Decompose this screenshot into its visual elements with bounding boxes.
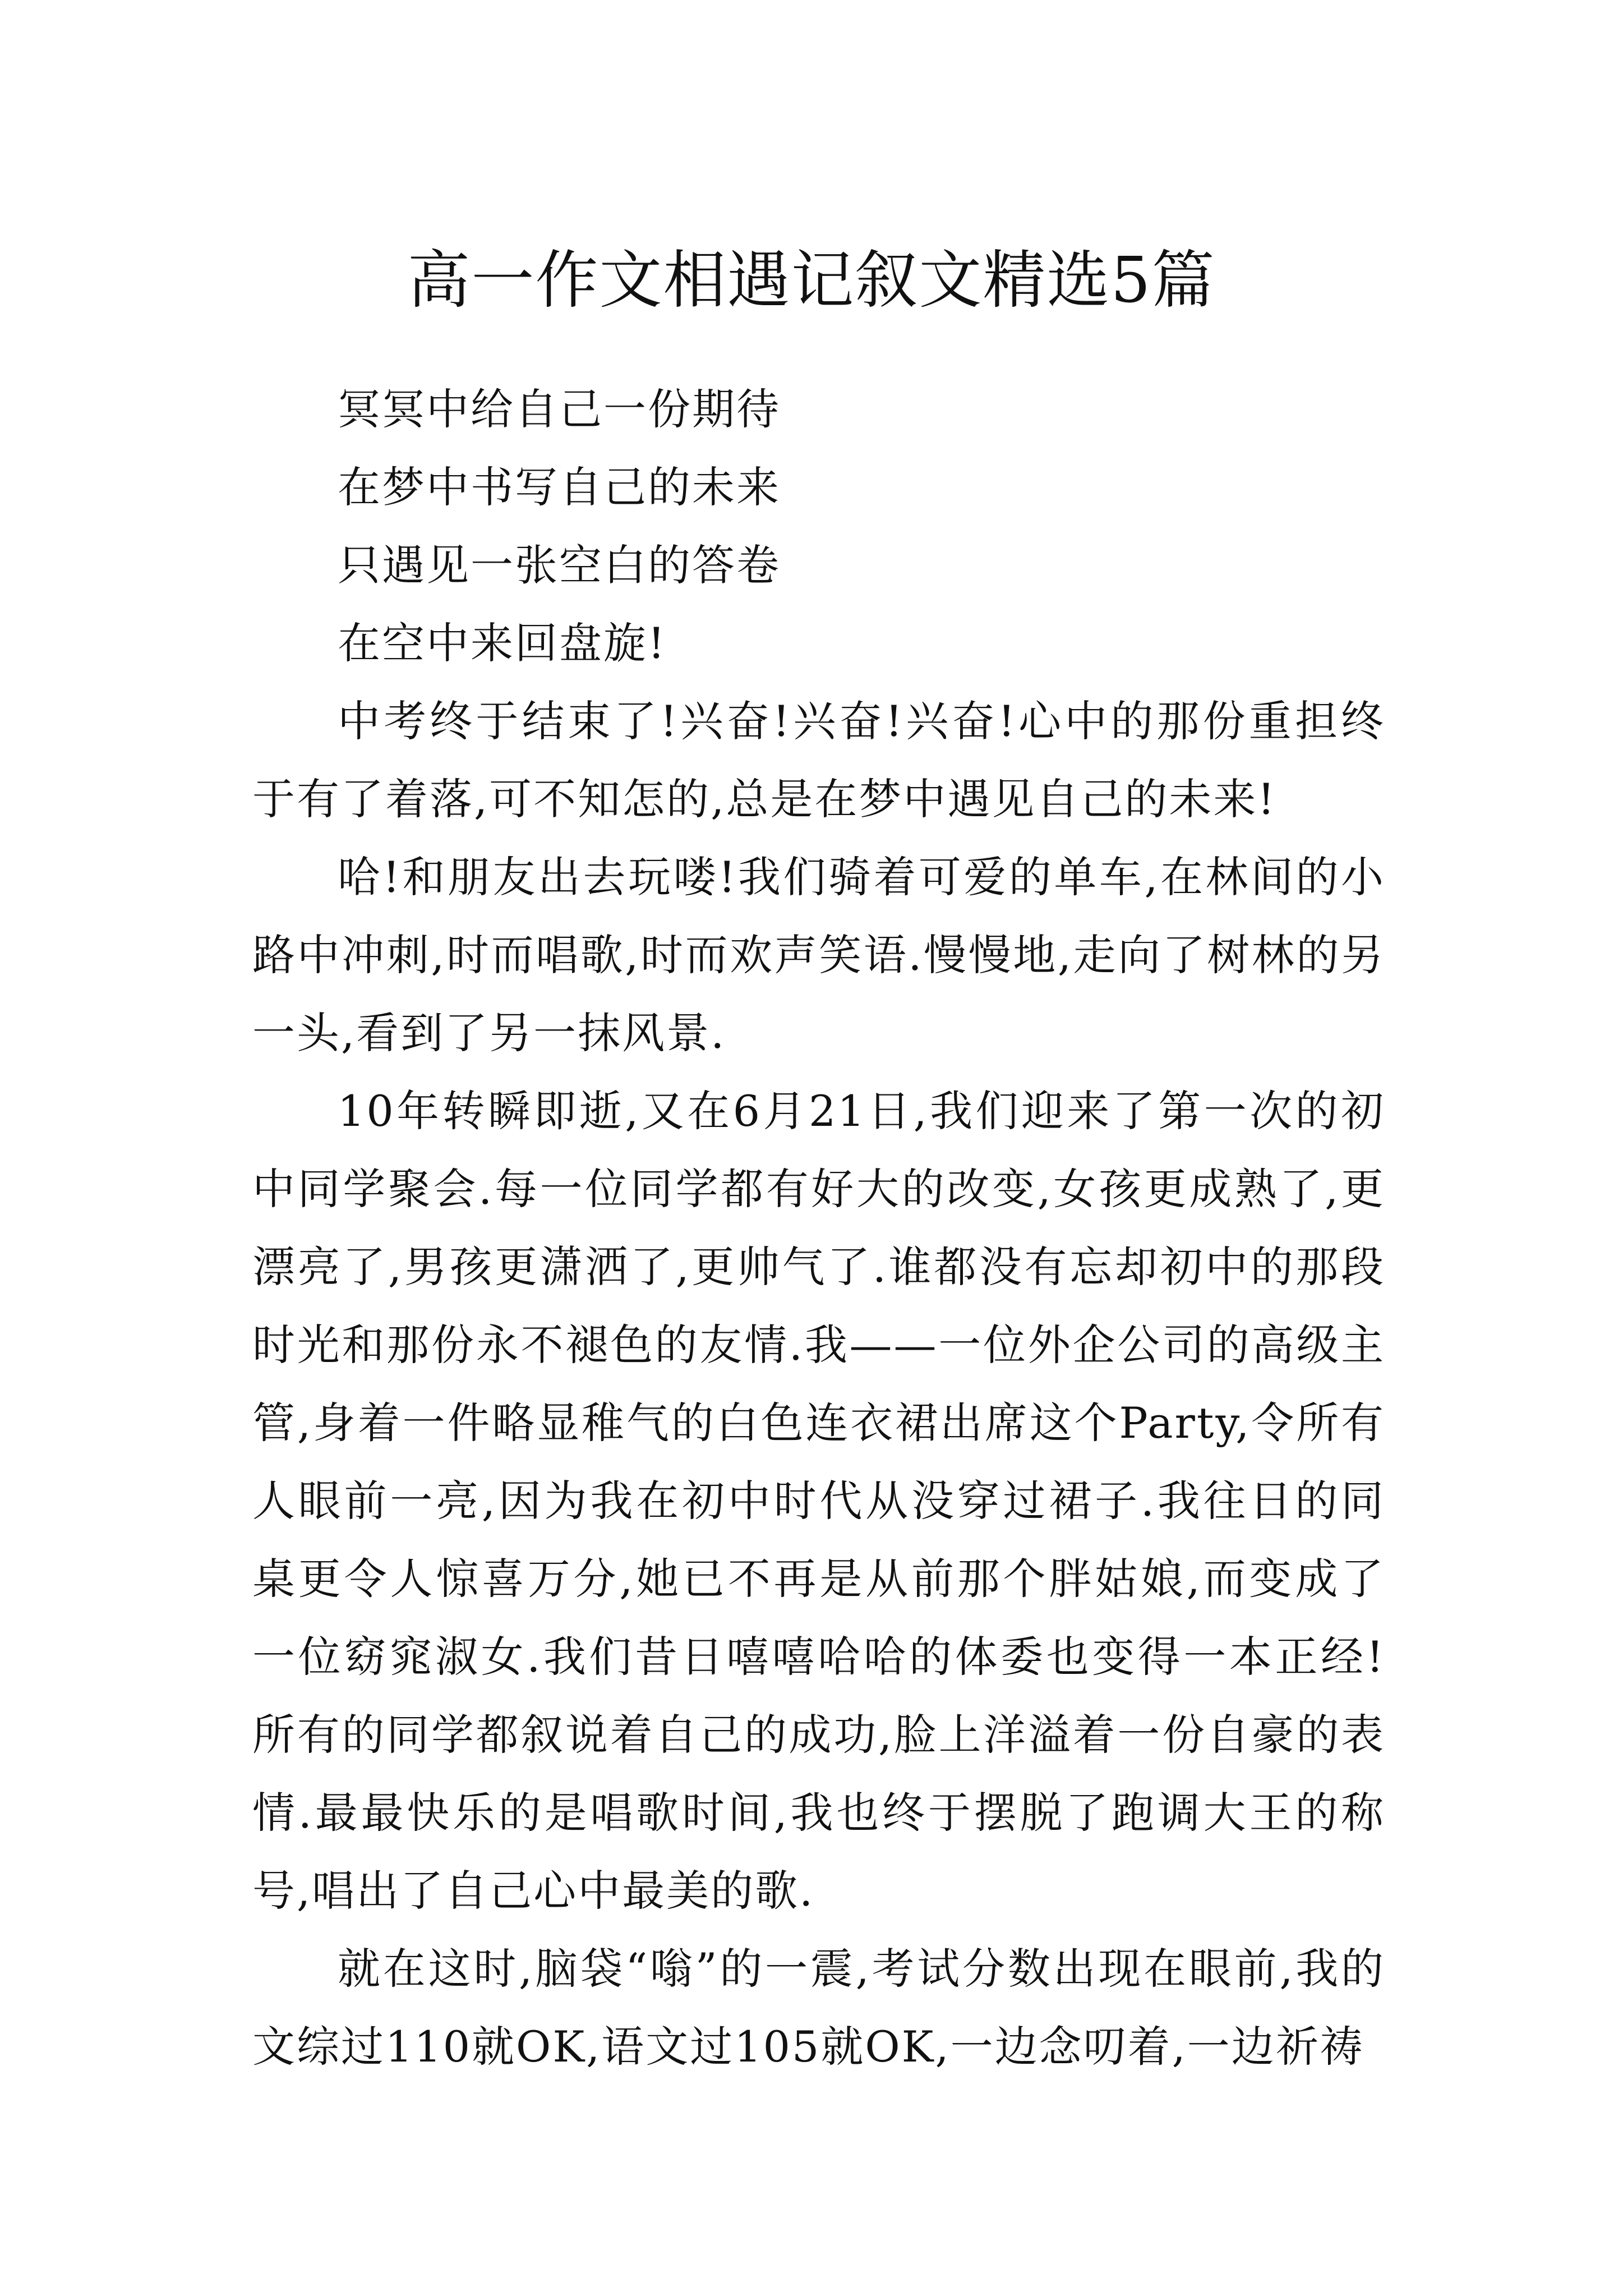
paragraph: 就在这时,脑袋“嗡”的一震,考试分数出现在眼前,我的文综过110就OK,语文过105就OK,一边念叨着,一边祈祷 xyxy=(252,1944,1385,2072)
poem-line: 在空中来回盘旋! xyxy=(338,618,667,668)
paragraph: 10年转瞬即逝,又在6月21日,我们迎来了第一次的初中同学聚会.每一位同学都有好大的改变,女孩更成熟了,更漂亮了,男孩更潇洒了,更帅气了.谁都没有忘却初中的那段时光和那份永不褪色的友情.我——一位外企公司的高级主管,身着一件略显稚气的白色连衣裙出席这个Party,令所有人眼前一亮,因为我在初中时代从没穿过裙子.我往日的同桌更令人惊喜万分,她已不再是从前那个胖姑娘,而变成了一位窈窕淑女.我们昔日嘻嘻哈哈的体委也变得一本正经!所有的同学都叙说着自己的成功,脸上洋溢着一份自豪的表情.最最快乐的是唱歌时间,我也终于摆脱了跑调大王的称号,唱出了自己心中最美的歌. xyxy=(252,1086,1385,1916)
poem-line: 在梦中书写自己的未来 xyxy=(338,462,781,512)
document-body xyxy=(252,370,1385,2086)
poem-line: 冥冥中给自己一份期待 xyxy=(338,384,781,434)
poem-line: 只遇见一张空白的答卷 xyxy=(338,540,781,590)
paragraph: 哈!和朋友出去玩喽!我们骑着可爱的单车,在林间的小路中冲刺,时而唱歌,时而欢声笑语.慢慢地,走向了树林的另一头,看到了另一抹风景. xyxy=(252,852,1385,1058)
document-title: 高一作文相遇记叙文精选5篇 xyxy=(407,244,1216,318)
paragraph: 中考终于结束了!兴奋!兴奋!兴奋!心中的那份重担终于有了着落,可不知怎的,总是在梦中遇见自己的未来! xyxy=(252,696,1385,824)
